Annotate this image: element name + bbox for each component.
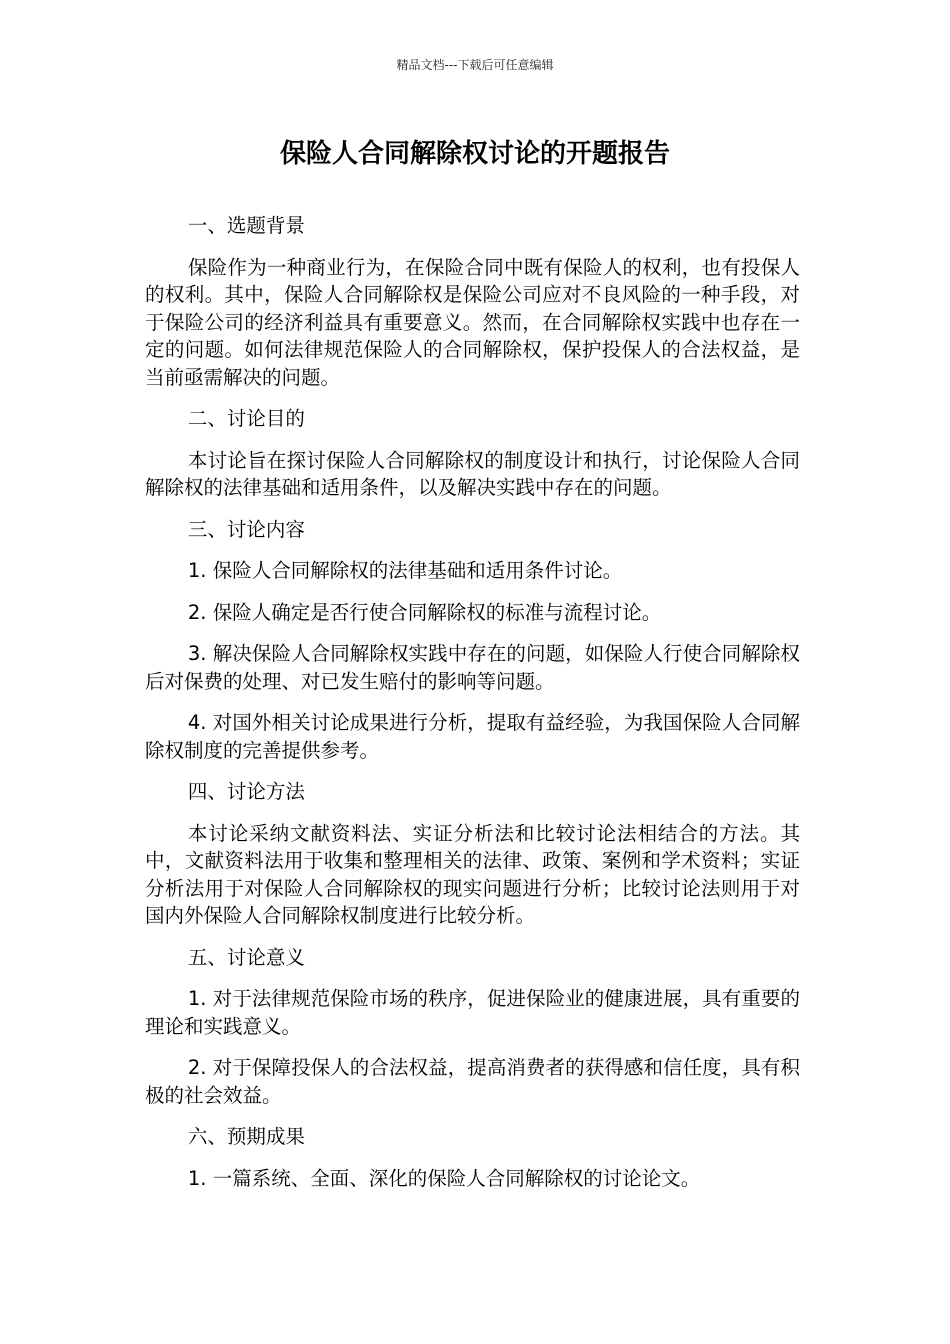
list-item-content-2: 2. 保险人确定是否行使合同解除权的标准与流程讨论。 — [187, 600, 662, 624]
paragraph-method: 本讨论采纳文献资料法、实证分析法和比较讨论法相结合的方法。其中，文献资料法用于收集和整理相关的法律、政策、案例和学术资料；实证分析法用于对保险人合同解除权的现实问题进行分析；比较讨论法则用于对国内外保险人合同解除权制度进行比较分析。 — [145, 821, 800, 927]
list-item-content-3: 3. 解决保险人合同解除权实践中存在的问题，如保险人行使合同解除权后对保费的处理、对已发生赔付的影响等问题。 — [145, 642, 800, 693]
section-heading-significance: 五、讨论意义 — [187, 945, 305, 969]
paragraph-background: 保险作为一种商业行为，在保险合同中既有保险人的权利，也有投保人的权利。其中，保险人合同解除权是保险公司应对不良风险的一种手段，对于保险公司的经济利益具有重要意义。然而，在合同解除权实践中也存在一定的问题。如何法律规范保险人的合同解除权，保护投保人的合法权益，是当前亟需解决的问题。 — [145, 255, 800, 389]
list-item-content-4: 4. 对国外相关讨论成果进行分析，提取有益经验，为我国保险人合同解除权制度的完善提供参考。 — [145, 711, 800, 762]
document-body — [145, 212, 800, 1206]
list-item-outcome-1: 1. 一篇系统、全面、深化的保险人合同解除权的讨论论文。 — [187, 1166, 701, 1190]
section-heading-content: 三、讨论内容 — [187, 517, 305, 541]
list-item-content-1: 1. 保险人合同解除权的法律基础和适用条件讨论。 — [187, 559, 623, 582]
section-heading-outcomes: 六、预期成果 — [187, 1125, 305, 1148]
section-heading-method: 四、讨论方法 — [187, 780, 305, 803]
list-item-significance-2: 2. 对于保障投保人的合法权益，提高消费者的获得感和信任度，具有积极的社会效益。 — [145, 1056, 800, 1107]
list-item-significance-1: 1. 对于法律规范保险市场的秩序，促进保险业的健康进展，具有重要的理论和实践意义。 — [145, 987, 800, 1038]
section-heading-purpose: 二、讨论目的 — [187, 407, 305, 430]
paragraph-purpose: 本讨论旨在探讨保险人合同解除权的制度设计和执行，讨论保险人合同解除权的法律基础和适用条件，以及解决实践中存在的问题。 — [145, 448, 800, 499]
document-title: 保险人合同解除权讨论的开题报告 — [279, 139, 670, 169]
page-header-watermark: 精品文档---下载后可任意编辑 — [396, 58, 554, 72]
section-heading-background: 一、选题背景 — [187, 214, 305, 237]
